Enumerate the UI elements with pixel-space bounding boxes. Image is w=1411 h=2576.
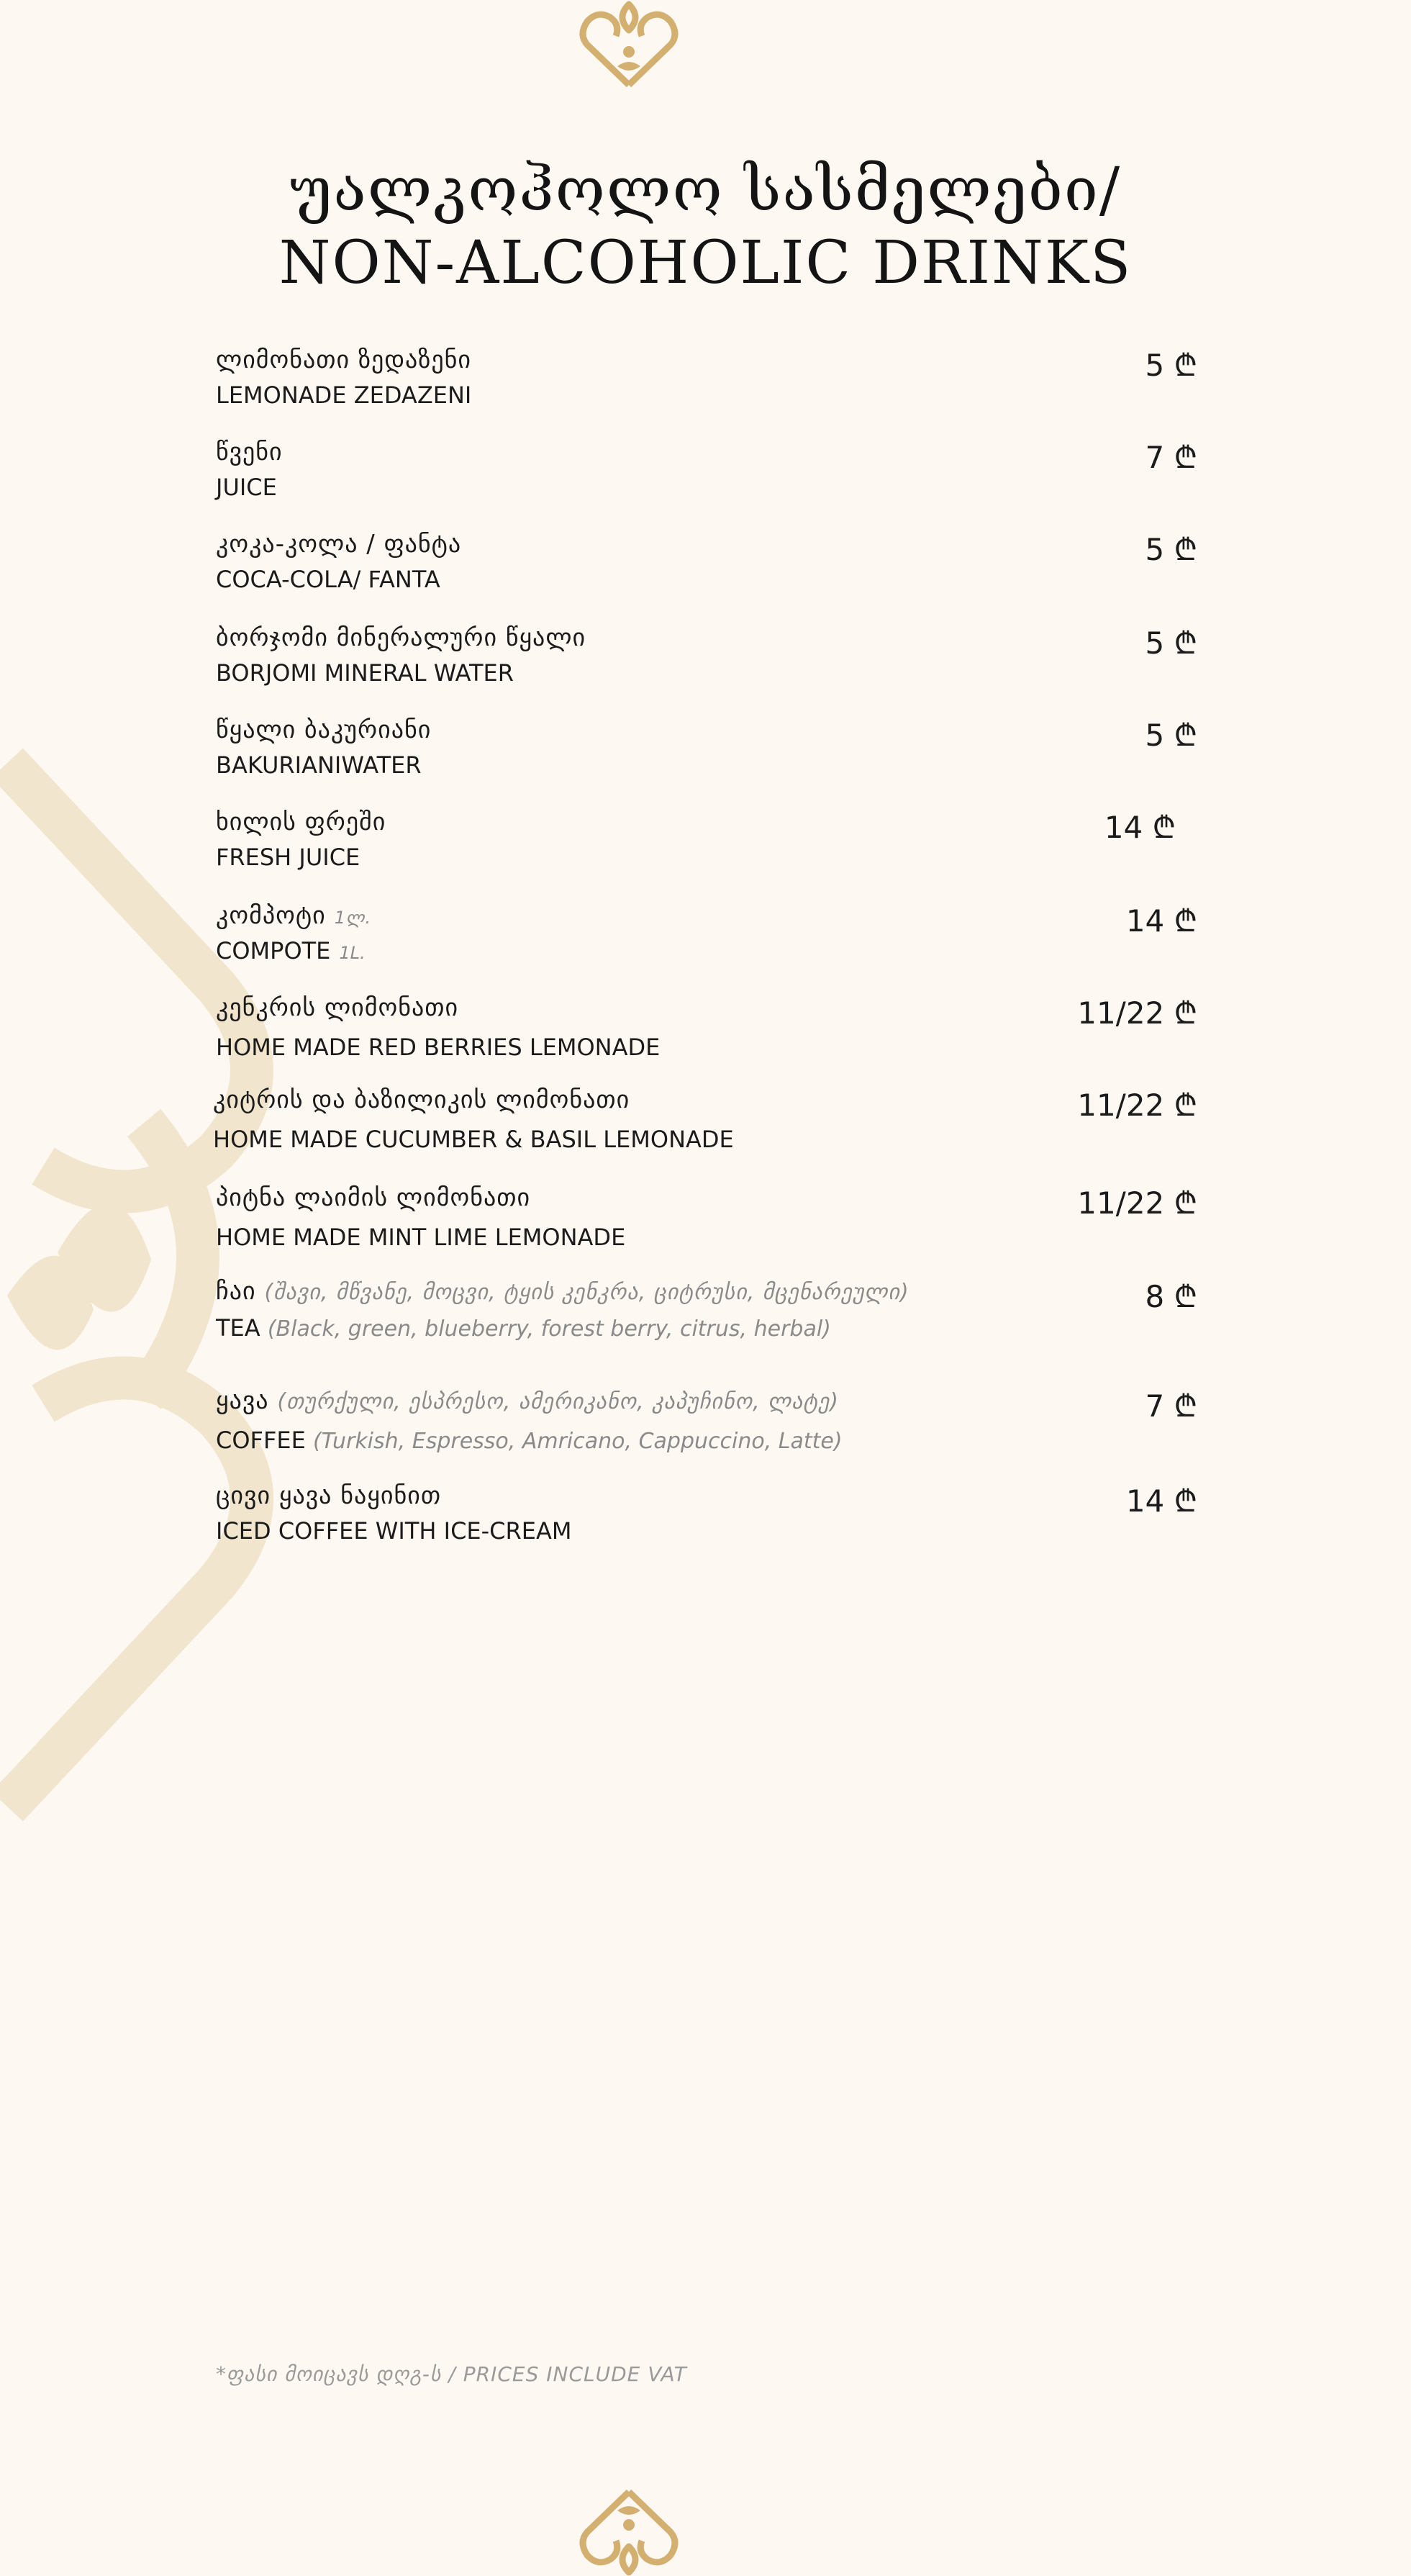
ornament-bottom-icon: [566, 2489, 692, 2576]
item-price: 8 ₾: [1145, 1279, 1197, 1314]
item-name-text: ჩაი: [216, 1277, 256, 1306]
item-name-english: LEMONADE ZEDAZENI: [216, 381, 472, 409]
item-name-english: HOME MADE RED BERRIES LEMONADE: [216, 1034, 661, 1061]
item-name-georgian: კიტრის და ბაზილიკის ლიმონათი: [213, 1085, 630, 1114]
item-price: 14 ₾: [1125, 903, 1197, 939]
item-name-text: ყავა: [216, 1386, 269, 1415]
item-description: (შავი, მწვანე, მოცვი, ტყის კენკრა, ციტრუსი, მცენარეული): [264, 1280, 909, 1305]
item-price: 14 ₾: [1125, 1483, 1197, 1519]
item-volume: 1ლ.: [334, 908, 372, 928]
item-price: 11/22 ₾: [1077, 1088, 1197, 1123]
vat-note: *ფასი მოიცავს დღგ-ს / PRICES INCLUDE VAT: [216, 2362, 687, 2386]
item-name-text: COMPOTE: [216, 937, 331, 964]
item-name-georgian: ცივი ყავა ნაყინით: [216, 1481, 442, 1510]
item-name-georgian: [216, 1277, 909, 1306]
item-name-english: COCA-COLA/ FANTA: [216, 566, 440, 593]
item-name-english: BAKURIANIWATER: [216, 751, 422, 779]
item-name-georgian: [216, 1386, 839, 1415]
item-price: 5 ₾: [1145, 625, 1197, 661]
item-description: (თურქული, ესპრესო, ამერიკანო, კაპუჩინო, ლატე): [277, 1389, 839, 1414]
item-name-text: TEA: [216, 1314, 260, 1342]
item-price: 5 ₾: [1145, 718, 1197, 753]
item-name-english: JUICE: [216, 474, 277, 501]
item-name-english: HOME MADE MINT LIME LEMONADE: [216, 1224, 626, 1251]
page-title-english: NON-ALCOHOLIC DRINKS: [278, 229, 1133, 297]
item-name-georgian: კენკრის ლიმონათი: [216, 993, 459, 1022]
item-price: 5 ₾: [1145, 348, 1197, 383]
item-name-georgian: ბორჯომი მინერალური წყალი: [216, 623, 586, 652]
item-price: 11/22 ₾: [1077, 1185, 1197, 1221]
item-volume: 1L.: [339, 943, 366, 963]
item-name-georgian: კოკა-კოლა / ფანტა: [216, 530, 462, 559]
item-name-english: [216, 1427, 843, 1454]
item-price: 14 ₾: [1104, 810, 1176, 845]
item-name-text: COFFEE: [216, 1427, 306, 1454]
item-name-georgian: წყალი ბაკურიანი: [216, 715, 432, 744]
item-description: (Turkish, Espresso, Amricano, Cappuccino, Latte): [312, 1429, 843, 1454]
item-price: 11/22 ₾: [1077, 995, 1197, 1031]
item-name-text: კომპოტი: [216, 901, 326, 930]
item-name-english: [216, 1314, 831, 1342]
item-name-english: ICED COFFEE WITH ICE-CREAM: [216, 1517, 572, 1545]
item-name-english: [216, 937, 366, 964]
item-description: (Black, green, blueberry, forest berry, citrus, herbal): [267, 1316, 831, 1342]
item-name-georgian: წვენი: [216, 438, 283, 466]
item-price: 7 ₾: [1145, 1388, 1197, 1424]
item-name-english: BORJOMI MINERAL WATER: [216, 659, 514, 687]
item-price: 7 ₾: [1145, 440, 1197, 475]
item-name-georgian: ხილის ფრეში: [216, 808, 386, 836]
item-name-english: HOME MADE CUCUMBER & BASIL LEMONADE: [213, 1126, 734, 1153]
item-name-georgian: ლიმონათი ზედაზენი: [216, 345, 471, 374]
item-name-georgian: [216, 901, 371, 930]
item-name-english: FRESH JUICE: [216, 844, 360, 871]
page-title-georgian: უალკოჰოლო სასმელები/: [289, 154, 1122, 225]
item-price: 5 ₾: [1145, 532, 1197, 567]
item-name-georgian: პიტნა ლაიმის ლიმონათი: [216, 1183, 531, 1212]
